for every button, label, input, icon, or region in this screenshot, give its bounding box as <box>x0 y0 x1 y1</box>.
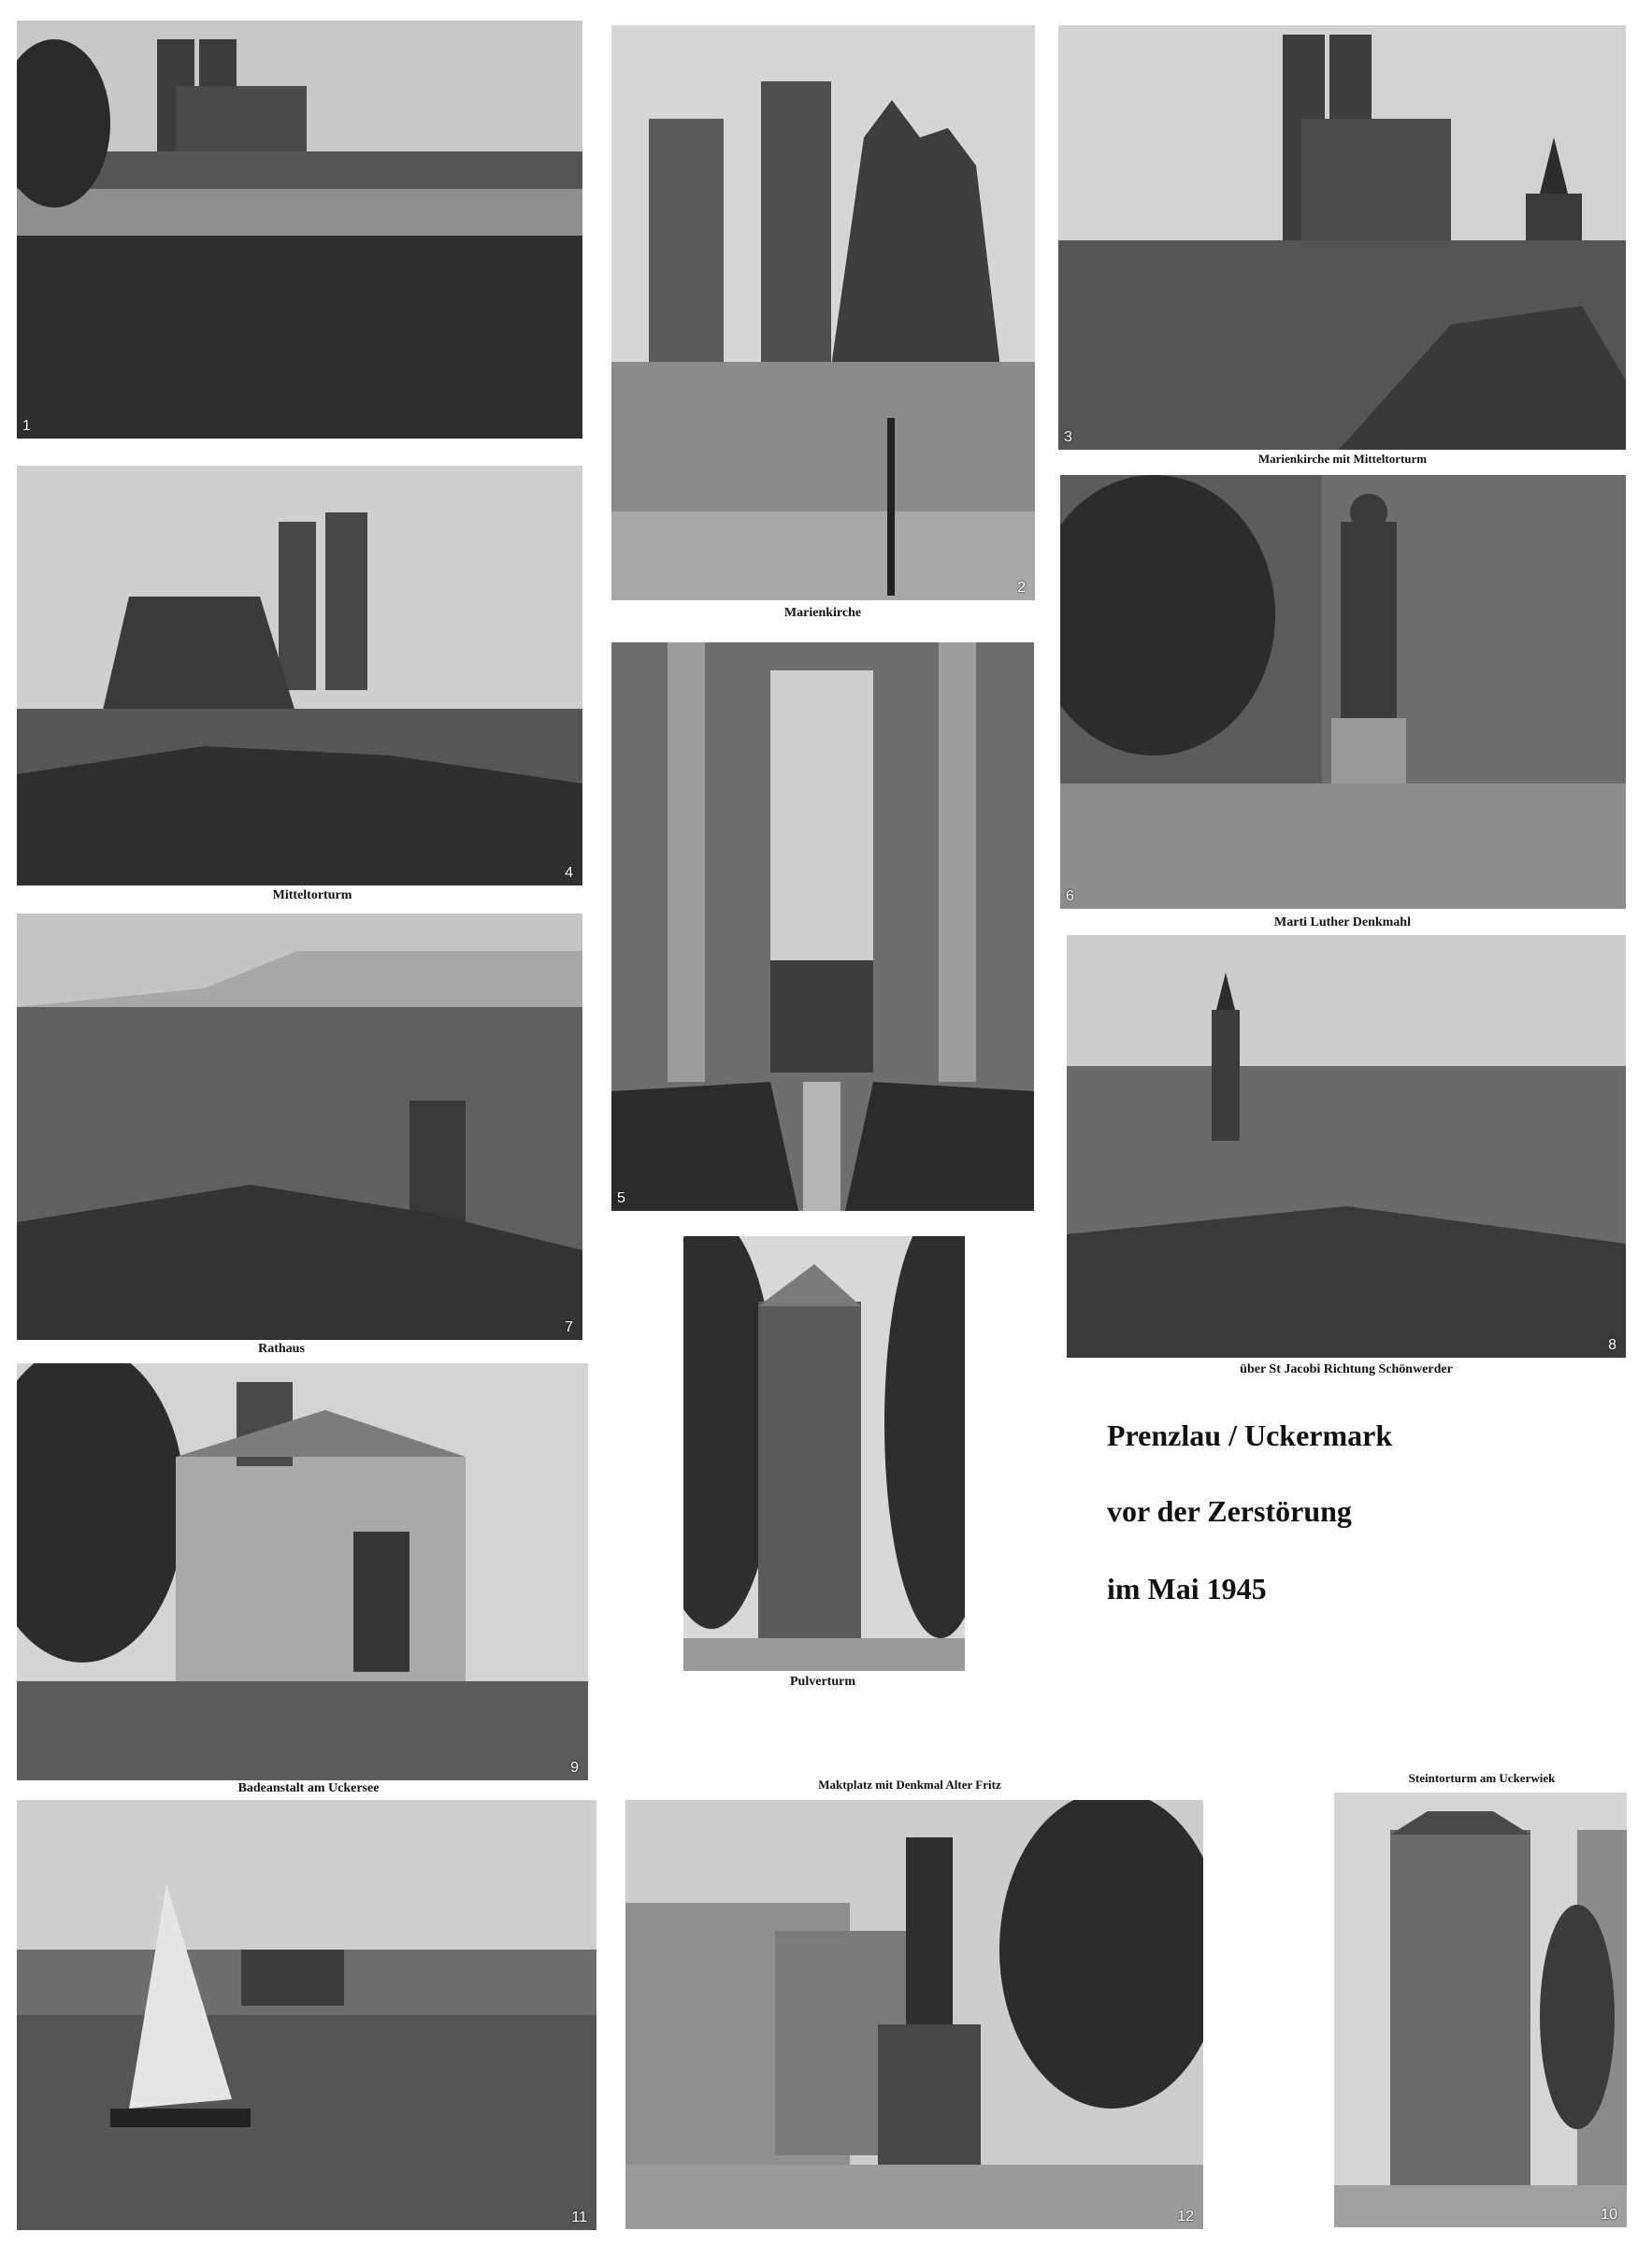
caption-luther-monument: Marti Luther Denkmahl <box>1274 915 1411 929</box>
caption-st-jacobi: über St Jacobi Richtung Schönwerder <box>1240 1362 1453 1376</box>
caption-steintorturm: Steintorturm am Uckerwiek <box>1408 1771 1556 1785</box>
page-title-line-1: Prenzlau / Uckermark <box>1107 1418 1393 1452</box>
photo-marienkirche-mitteltorturm <box>1058 25 1626 450</box>
photo-number: 8 <box>1608 1337 1616 1353</box>
caption-marienkirche: Marienkirche <box>783 606 862 620</box>
photo-number: 4 <box>565 865 573 881</box>
photo-number: 3 <box>1064 429 1072 445</box>
photo-rathaus-aerial <box>17 914 582 1340</box>
caption-badeanstalt: Badeanstalt am Uckersee <box>237 1781 380 1795</box>
photo-luther-monument <box>1060 475 1626 909</box>
caption-pulverturm: Pulverturm <box>790 1675 855 1689</box>
photo-number: 6 <box>1066 888 1074 904</box>
photo-number: 2 <box>1017 580 1026 596</box>
photo-number: 5 <box>617 1190 625 1206</box>
photo-sailboat-lake <box>17 1800 596 2230</box>
photo-marienkirche-facade <box>611 25 1035 600</box>
caption-rathaus: Rathaus <box>258 1342 305 1356</box>
photo-number: 12 <box>1177 2209 1194 2224</box>
caption-alter-fritz: Maktplatz mit Denkmal Alter Fritz <box>818 1778 1001 1792</box>
photo-number: 7 <box>565 1319 573 1335</box>
caption-mitteltorturm: Mitteltorturm <box>272 888 352 902</box>
photo-number: 10 <box>1601 2207 1617 2223</box>
photo-number: 11 <box>571 2210 587 2225</box>
photo-church-interior <box>611 642 1034 1211</box>
photo-number: 1 <box>22 418 31 434</box>
photo-number: 9 <box>570 1760 579 1776</box>
photo-pulverturm <box>683 1236 965 1671</box>
page-title-line-2: vor der Zerstörung <box>1107 1494 1352 1528</box>
photo-steintorturm <box>1334 1792 1627 2227</box>
photo-mitteltorturm <box>17 466 582 885</box>
photo-st-jacobi-view <box>1067 935 1626 1358</box>
page-title-line-3: im Mai 1945 <box>1107 1572 1267 1605</box>
photo-marketplace-statue <box>17 1363 588 1780</box>
photo-lake-reeds <box>17 21 582 439</box>
photo-alter-fritz-monument <box>625 1800 1203 2229</box>
caption-marienkirche-mitteltorturm: Marienkirche mit Mitteltorturm <box>1257 452 1428 466</box>
